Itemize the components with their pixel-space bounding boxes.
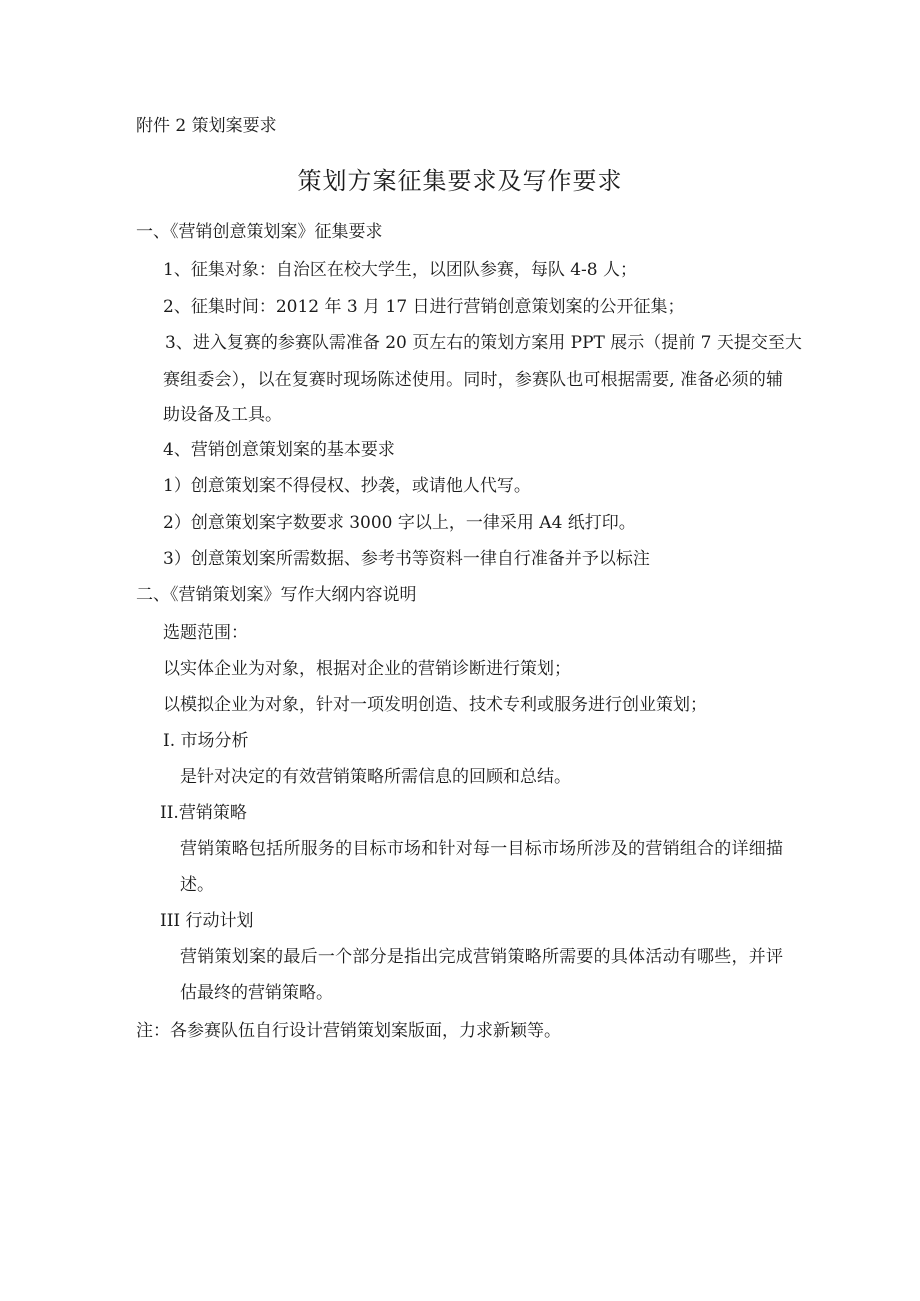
scope-item-2: 以模拟企业为对象，针对一项发明创造、技术专利或服务进行创业策划；: [163, 695, 707, 715]
section-1-item-1: 1、征集对象：自治区在校大学生，以团队参赛，每队 4-8 人；: [163, 260, 637, 280]
part-1-heading: I. 市场分析: [163, 731, 249, 751]
section-1-item-4-sub-2: 2）创意策划案字数要求 3000 字以上，一律采用 A4 纸打印。: [163, 513, 636, 533]
scope-label: 选题范围：: [163, 623, 248, 643]
section-1-item-4: 4、营销创意策划案的基本要求: [163, 440, 395, 460]
part-2-description-line-2: 述。: [180, 875, 214, 895]
part-1-description: 是针对决定的有效营销策略所需信息的回顾和总结。: [180, 767, 571, 787]
section-1-item-3-line-1: 3、进入复赛的参赛队需准备 20 页左右的策划方案用 PPT 展示（提前 7 天提交至大: [165, 333, 802, 353]
document-title: 策划方案征集要求及写作要求: [297, 167, 623, 195]
section-1-item-3-line-3: 助设备及工具。: [163, 405, 282, 425]
part-3-description-line-2: 估最终的营销策略。: [180, 983, 333, 1003]
section-1-item-4-sub-3: 3）创意策划案所需数据、参考书等资料一律自行准备并予以标注: [163, 549, 650, 569]
part-3-heading: III 行动计划: [160, 911, 254, 931]
footnote: 注：各参赛队伍自行设计营销策划案版面，力求新颖等。: [136, 1021, 561, 1041]
part-3-description-line-1: 营销策划案的最后一个部分是指出完成营销策略所需要的具体活动有哪些，并评: [180, 947, 783, 967]
section-1-heading: 一、《营销创意策划案》征集要求: [136, 222, 383, 242]
attachment-label: 附件 2 策划案要求: [136, 116, 277, 136]
section-2-heading: 二、《营销策划案》写作大纲内容说明: [136, 585, 417, 605]
section-1-item-2: 2、征集时间：2012 年 3 月 17 日进行营销创意策划案的公开征集；: [163, 297, 685, 317]
part-2-heading: II.营销策略: [160, 803, 247, 823]
section-1-item-3-line-2: 赛组委会），以在复赛时现场陈述使用。同时，参赛队也可根据需要, 准备必须的辅: [163, 370, 783, 390]
section-1-item-4-sub-1: 1）创意策划案不得侵权、抄袭，或请他人代写。: [163, 476, 531, 496]
part-2-description-line-1: 营销策略包括所服务的目标市场和针对每一目标市场所涉及的营销组合的详细描: [180, 839, 783, 859]
scope-item-1: 以实体企业为对象，根据对企业的营销诊断进行策划；: [163, 659, 571, 679]
